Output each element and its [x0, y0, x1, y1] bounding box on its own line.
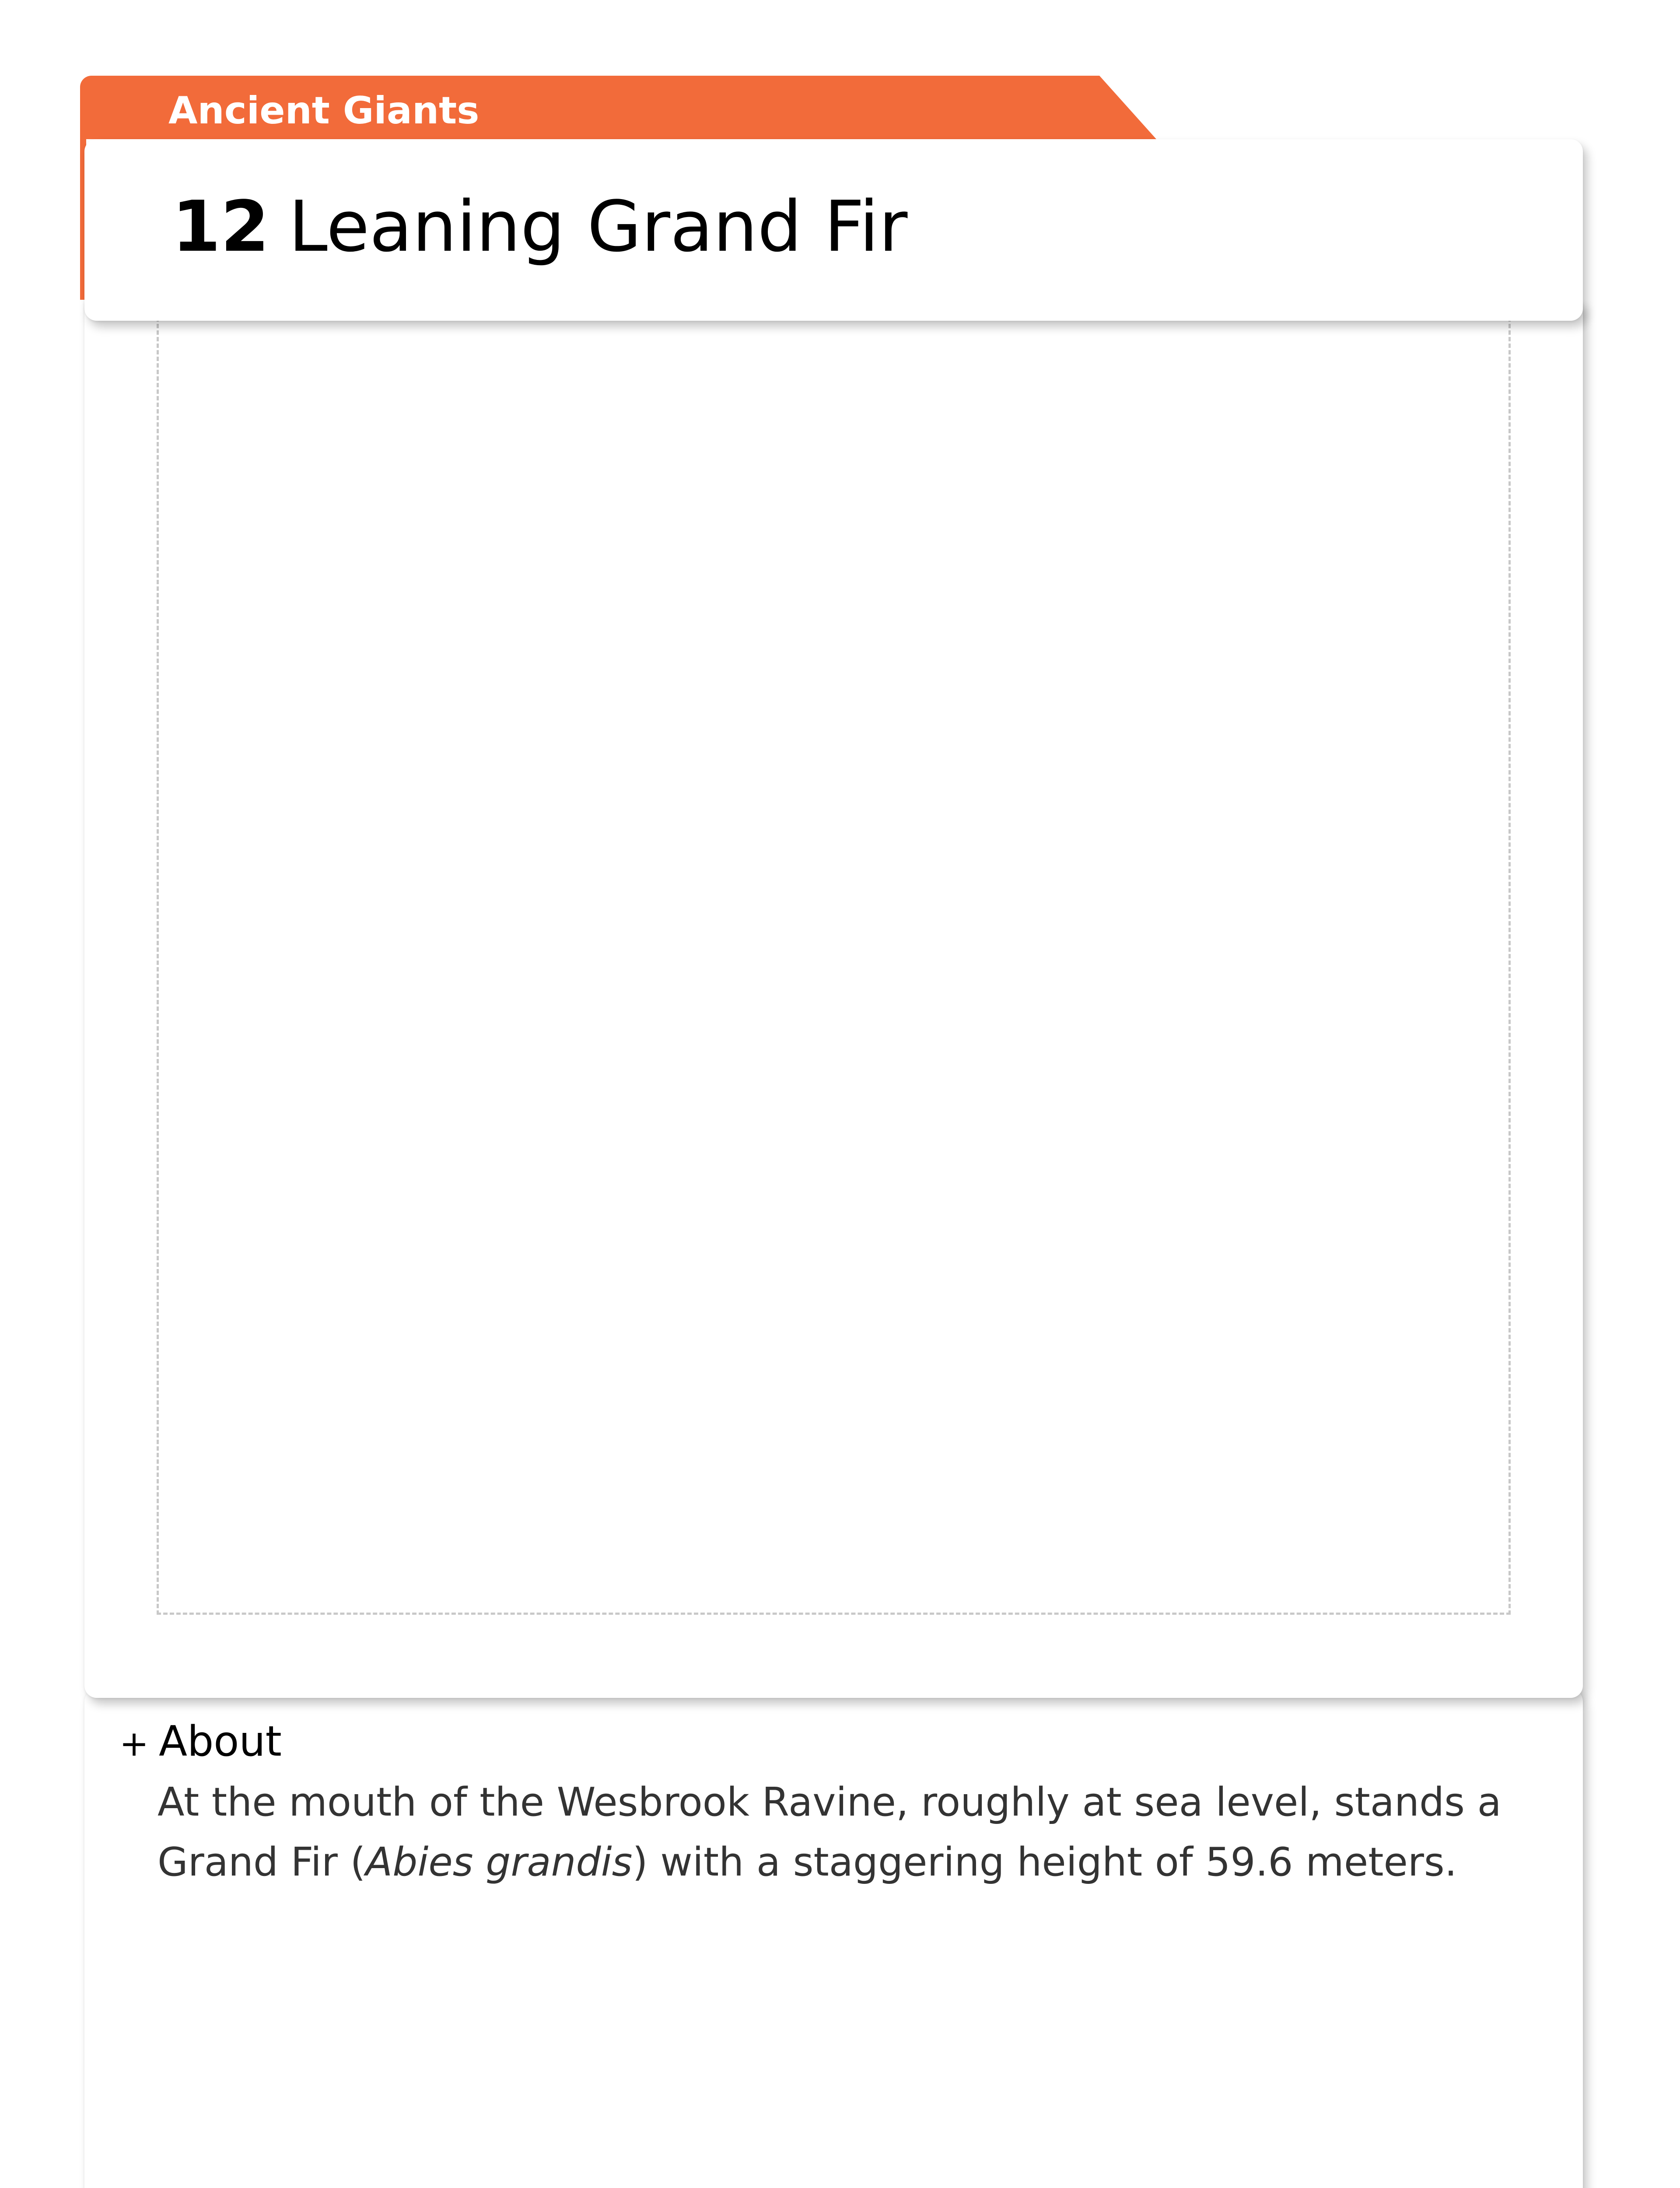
species-name: Abies grandis	[365, 1839, 633, 1885]
about-section	[84, 1689, 1583, 2188]
media-card	[84, 302, 1583, 1698]
category-label: Ancient Giants	[168, 89, 480, 133]
about-heading: About	[159, 1718, 282, 1766]
title-card	[84, 139, 1583, 321]
plus-icon: +	[119, 1723, 149, 1764]
about-toggle[interactable]	[119, 1713, 282, 1772]
landmark-number: 12	[172, 186, 270, 267]
landmark-name: Leaning Grand Fir	[288, 186, 908, 267]
image-placeholder	[157, 311, 1511, 1615]
page-title	[172, 183, 907, 270]
about-text: At the mouth of the Wesbrook Ravine, roughly at sea level, stands a Grand Fir (Abies grandis) with a staggering height of 59.6 meters.	[158, 1779, 1502, 1885]
